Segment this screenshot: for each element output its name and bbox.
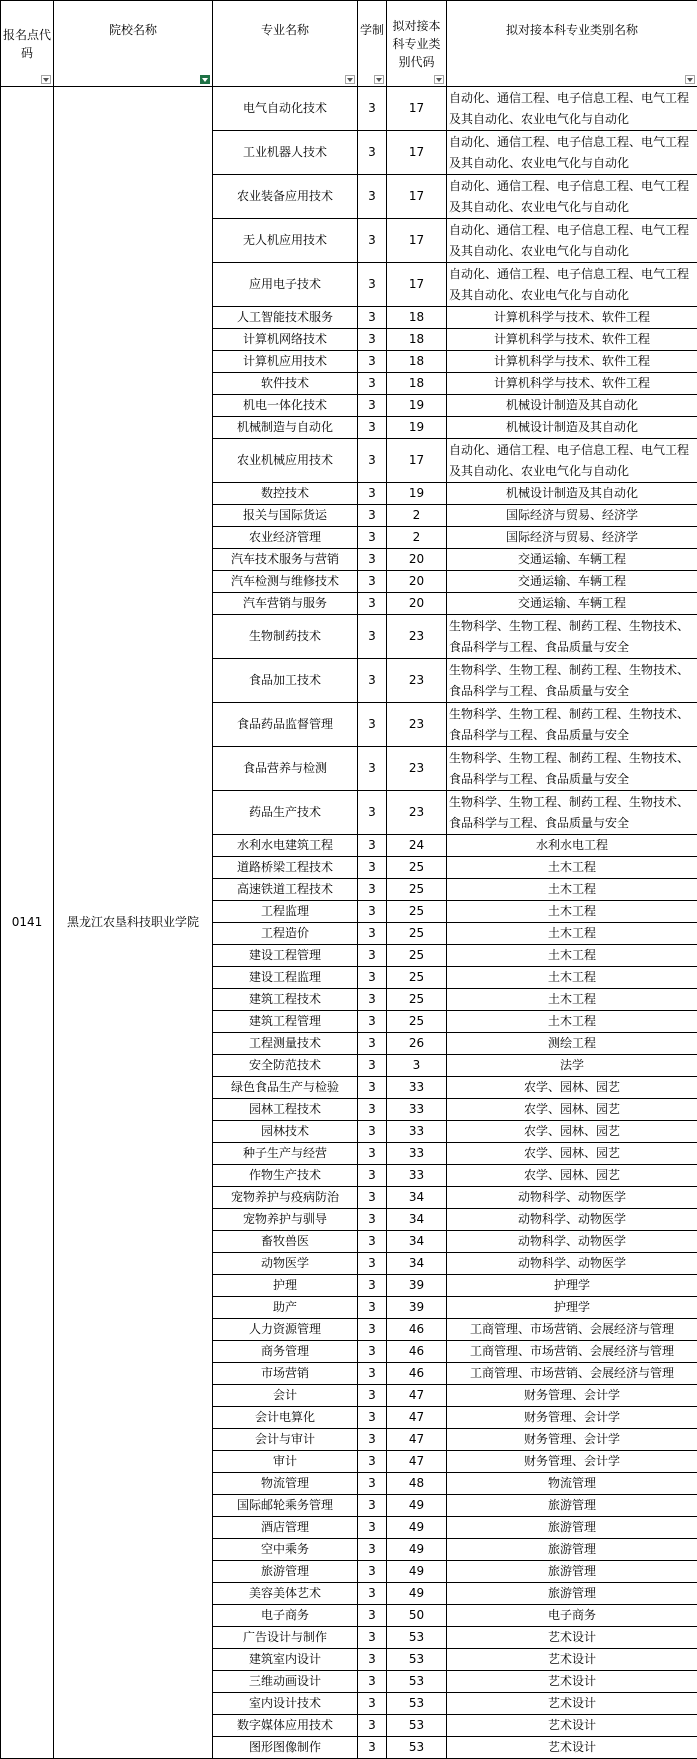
duration-cell[interactable]: 3 xyxy=(358,1055,387,1077)
major-name-cell[interactable]: 食品药品监督管理 xyxy=(213,703,358,747)
duration-cell[interactable]: 3 xyxy=(358,1011,387,1033)
category-code-cell[interactable]: 19 xyxy=(387,483,447,505)
major-name-cell[interactable]: 广告设计与制作 xyxy=(213,1627,358,1649)
category-code-cell[interactable]: 33 xyxy=(387,1143,447,1165)
category-name-cell[interactable]: 生物科学、生物工程、制药工程、生物技术、食品科学与工程、食品质量与安全 xyxy=(447,615,697,659)
category-name-cell[interactable]: 交通运输、车辆工程 xyxy=(447,549,697,571)
category-code-cell[interactable]: 25 xyxy=(387,945,447,967)
major-name-cell[interactable]: 安全防范技术 xyxy=(213,1055,358,1077)
category-name-cell[interactable]: 动物科学、动物医学 xyxy=(447,1253,697,1275)
category-code-cell[interactable]: 17 xyxy=(387,439,447,483)
major-name-cell[interactable]: 道路桥梁工程技术 xyxy=(213,857,358,879)
filter-dropdown-icon[interactable] xyxy=(685,75,695,84)
category-name-cell[interactable]: 旅游管理 xyxy=(447,1583,697,1605)
duration-cell[interactable]: 3 xyxy=(358,1627,387,1649)
category-name-cell[interactable]: 机械设计制造及其自动化 xyxy=(447,395,697,417)
table-row xyxy=(1,87,697,131)
major-name-cell[interactable]: 机电一体化技术 xyxy=(213,395,358,417)
duration-cell[interactable]: 3 xyxy=(358,1231,387,1253)
header-row xyxy=(1,1,697,87)
category-code-cell[interactable]: 18 xyxy=(387,373,447,395)
major-name-cell[interactable]: 园林工程技术 xyxy=(213,1099,358,1121)
category-code-cell[interactable]: 53 xyxy=(387,1693,447,1715)
major-name-cell[interactable]: 会计电算化 xyxy=(213,1407,358,1429)
duration-cell[interactable]: 3 xyxy=(358,615,387,659)
category-code-cell[interactable]: 53 xyxy=(387,1715,447,1737)
major-name-cell[interactable]: 报关与国际货运 xyxy=(213,505,358,527)
category-code-cell[interactable]: 26 xyxy=(387,1033,447,1055)
category-name-cell[interactable]: 国际经济与贸易、经济学 xyxy=(447,505,697,527)
duration-cell[interactable]: 3 xyxy=(358,1715,387,1737)
major-name-cell[interactable]: 电子商务 xyxy=(213,1605,358,1627)
duration-cell[interactable]: 3 xyxy=(358,879,387,901)
major-name-cell[interactable]: 软件技术 xyxy=(213,373,358,395)
category-code-cell[interactable]: 23 xyxy=(387,703,447,747)
category-code-cell[interactable]: 53 xyxy=(387,1627,447,1649)
major-name-cell[interactable]: 空中乘务 xyxy=(213,1539,358,1561)
category-name-cell[interactable]: 计算机科学与技术、软件工程 xyxy=(447,373,697,395)
major-name-cell[interactable]: 畜牧兽医 xyxy=(213,1231,358,1253)
category-name-cell[interactable]: 艺术设计 xyxy=(447,1671,697,1693)
category-name-cell[interactable]: 自动化、通信工程、电子信息工程、电气工程及其自动化、农业电气化与自动化 xyxy=(447,87,697,131)
major-name-cell[interactable]: 园林技术 xyxy=(213,1121,358,1143)
duration-cell[interactable]: 3 xyxy=(358,505,387,527)
category-code-cell[interactable]: 2 xyxy=(387,527,447,549)
category-code-cell[interactable]: 23 xyxy=(387,615,447,659)
category-code-cell[interactable]: 47 xyxy=(387,1407,447,1429)
duration-cell[interactable]: 3 xyxy=(358,175,387,219)
category-code-cell[interactable]: 46 xyxy=(387,1319,447,1341)
category-name-cell[interactable]: 计算机科学与技术、软件工程 xyxy=(447,329,697,351)
category-code-cell[interactable]: 46 xyxy=(387,1341,447,1363)
category-code-cell[interactable]: 20 xyxy=(387,549,447,571)
category-code-cell[interactable]: 47 xyxy=(387,1385,447,1407)
category-code-cell[interactable]: 18 xyxy=(387,329,447,351)
category-name-cell[interactable]: 艺术设计 xyxy=(447,1737,697,1759)
category-name-cell[interactable]: 工商管理、市场营销、会展经济与管理 xyxy=(447,1363,697,1385)
category-name-cell[interactable]: 国际经济与贸易、经济学 xyxy=(447,527,697,549)
duration-cell[interactable]: 3 xyxy=(358,219,387,263)
major-name-cell[interactable]: 三维动画设计 xyxy=(213,1671,358,1693)
category-code-cell[interactable]: 33 xyxy=(387,1165,447,1187)
header-category-code: 拟对接本科专业类别代码 xyxy=(387,1,447,87)
duration-cell[interactable]: 3 xyxy=(358,1407,387,1429)
duration-cell[interactable]: 3 xyxy=(358,1737,387,1759)
major-name-cell[interactable]: 人力资源管理 xyxy=(213,1319,358,1341)
duration-cell[interactable]: 3 xyxy=(358,1165,387,1187)
duration-cell[interactable]: 3 xyxy=(358,1649,387,1671)
category-code-cell[interactable]: 17 xyxy=(387,175,447,219)
duration-cell[interactable]: 3 xyxy=(358,989,387,1011)
major-name-cell[interactable]: 审计 xyxy=(213,1451,358,1473)
duration-cell[interactable]: 3 xyxy=(358,263,387,307)
category-code-cell[interactable]: 25 xyxy=(387,967,447,989)
filter-dropdown-icon[interactable] xyxy=(41,75,51,84)
category-name-cell[interactable]: 生物科学、生物工程、制药工程、生物技术、食品科学与工程、食品质量与安全 xyxy=(447,703,697,747)
major-name-cell[interactable]: 酒店管理 xyxy=(213,1517,358,1539)
category-code-cell[interactable]: 50 xyxy=(387,1605,447,1627)
duration-cell[interactable]: 3 xyxy=(358,395,387,417)
duration-cell[interactable]: 3 xyxy=(358,439,387,483)
major-name-cell[interactable]: 高速铁道工程技术 xyxy=(213,879,358,901)
major-name-cell[interactable]: 室内设计技术 xyxy=(213,1693,358,1715)
duration-cell[interactable]: 3 xyxy=(358,373,387,395)
category-name-cell[interactable]: 土木工程 xyxy=(447,923,697,945)
category-name-cell[interactable]: 法学 xyxy=(447,1055,697,1077)
duration-cell[interactable]: 3 xyxy=(358,1319,387,1341)
duration-cell[interactable]: 3 xyxy=(358,1143,387,1165)
major-name-cell[interactable]: 会计与审计 xyxy=(213,1429,358,1451)
category-code-cell[interactable]: 47 xyxy=(387,1451,447,1473)
category-code-cell[interactable]: 53 xyxy=(387,1737,447,1759)
major-name-cell[interactable]: 建筑室内设计 xyxy=(213,1649,358,1671)
category-name-cell[interactable]: 生物科学、生物工程、制药工程、生物技术、食品科学与工程、食品质量与安全 xyxy=(447,659,697,703)
major-name-cell[interactable]: 数控技术 xyxy=(213,483,358,505)
major-name-cell[interactable]: 图形图像制作 xyxy=(213,1737,358,1759)
category-code-cell[interactable]: 33 xyxy=(387,1099,447,1121)
major-name-cell[interactable]: 国际邮轮乘务管理 xyxy=(213,1495,358,1517)
duration-cell[interactable]: 3 xyxy=(358,1275,387,1297)
major-name-cell[interactable]: 建筑工程管理 xyxy=(213,1011,358,1033)
duration-cell[interactable]: 3 xyxy=(358,1099,387,1121)
category-name-cell[interactable]: 生物科学、生物工程、制药工程、生物技术、食品科学与工程、食品质量与安全 xyxy=(447,791,697,835)
category-name-cell[interactable]: 工商管理、市场营销、会展经济与管理 xyxy=(447,1341,697,1363)
category-name-cell[interactable]: 农学、园林、园艺 xyxy=(447,1165,697,1187)
category-name-cell[interactable]: 土木工程 xyxy=(447,1011,697,1033)
category-code-cell[interactable]: 34 xyxy=(387,1231,447,1253)
duration-cell[interactable]: 3 xyxy=(358,527,387,549)
category-name-cell[interactable]: 动物科学、动物医学 xyxy=(447,1209,697,1231)
category-code-cell[interactable]: 25 xyxy=(387,879,447,901)
duration-cell[interactable]: 3 xyxy=(358,901,387,923)
duration-cell[interactable]: 3 xyxy=(358,351,387,373)
category-name-cell[interactable]: 农学、园林、园艺 xyxy=(447,1143,697,1165)
major-name-cell[interactable]: 数字媒体应用技术 xyxy=(213,1715,358,1737)
major-name-cell[interactable]: 生物制药技术 xyxy=(213,615,358,659)
major-name-cell[interactable]: 建设工程管理 xyxy=(213,945,358,967)
category-name-cell[interactable]: 旅游管理 xyxy=(447,1517,697,1539)
duration-cell[interactable]: 3 xyxy=(358,1473,387,1495)
major-name-cell[interactable]: 农业装备应用技术 xyxy=(213,175,358,219)
category-code-cell[interactable]: 25 xyxy=(387,1011,447,1033)
duration-cell[interactable]: 3 xyxy=(358,1583,387,1605)
header-major: 专业名称 xyxy=(213,1,358,87)
category-name-cell[interactable]: 工商管理、市场营销、会展经济与管理 xyxy=(447,1319,697,1341)
duration-cell[interactable]: 3 xyxy=(358,967,387,989)
category-name-cell[interactable]: 自动化、通信工程、电子信息工程、电气工程及其自动化、农业电气化与自动化 xyxy=(447,219,697,263)
category-code-cell[interactable]: 46 xyxy=(387,1363,447,1385)
header-school: 院校名称 xyxy=(54,1,213,87)
duration-cell[interactable]: 3 xyxy=(358,1495,387,1517)
major-name-cell[interactable]: 美容美体艺术 xyxy=(213,1583,358,1605)
header-category-name: 拟对接本科专业类别名称 xyxy=(447,1,697,87)
duration-cell[interactable]: 3 xyxy=(358,307,387,329)
category-code-cell[interactable]: 48 xyxy=(387,1473,447,1495)
duration-cell[interactable]: 3 xyxy=(358,417,387,439)
category-code-cell[interactable]: 23 xyxy=(387,659,447,703)
major-name-cell[interactable]: 应用电子技术 xyxy=(213,263,358,307)
duration-cell[interactable]: 3 xyxy=(358,549,387,571)
category-name-cell[interactable]: 艺术设计 xyxy=(447,1693,697,1715)
major-name-cell[interactable]: 水利水电建筑工程 xyxy=(213,835,358,857)
category-code-cell[interactable]: 47 xyxy=(387,1429,447,1451)
major-name-cell[interactable]: 电气自动化技术 xyxy=(213,87,358,131)
category-code-cell[interactable]: 17 xyxy=(387,219,447,263)
category-name-cell[interactable]: 旅游管理 xyxy=(447,1539,697,1561)
category-code-cell[interactable]: 49 xyxy=(387,1517,447,1539)
category-code-cell[interactable]: 34 xyxy=(387,1187,447,1209)
category-name-cell[interactable]: 土木工程 xyxy=(447,967,697,989)
category-code-cell[interactable]: 53 xyxy=(387,1649,447,1671)
category-name-cell[interactable]: 土木工程 xyxy=(447,879,697,901)
duration-cell[interactable]: 3 xyxy=(358,1077,387,1099)
major-name-cell[interactable]: 汽车技术服务与营销 xyxy=(213,549,358,571)
category-code-cell[interactable]: 2 xyxy=(387,505,447,527)
category-code-cell[interactable]: 20 xyxy=(387,571,447,593)
duration-cell[interactable]: 3 xyxy=(358,1385,387,1407)
category-code-cell[interactable]: 49 xyxy=(387,1495,447,1517)
major-name-cell[interactable]: 宠物养护与驯导 xyxy=(213,1209,358,1231)
major-name-cell[interactable]: 计算机应用技术 xyxy=(213,351,358,373)
major-name-cell[interactable]: 旅游管理 xyxy=(213,1561,358,1583)
duration-cell[interactable]: 3 xyxy=(358,1121,387,1143)
major-name-cell[interactable]: 农业经济管理 xyxy=(213,527,358,549)
major-name-cell[interactable]: 商务管理 xyxy=(213,1341,358,1363)
category-name-cell[interactable]: 电子商务 xyxy=(447,1605,697,1627)
category-code-cell[interactable]: 49 xyxy=(387,1561,447,1583)
header-duration: 学制 xyxy=(358,1,387,87)
category-name-cell[interactable]: 艺术设计 xyxy=(447,1649,697,1671)
category-name-cell[interactable]: 机械设计制造及其自动化 xyxy=(447,417,697,439)
category-name-cell[interactable]: 交通运输、车辆工程 xyxy=(447,571,697,593)
major-name-cell[interactable]: 绿色食品生产与检验 xyxy=(213,1077,358,1099)
duration-cell[interactable]: 3 xyxy=(358,1451,387,1473)
duration-cell[interactable]: 3 xyxy=(358,857,387,879)
duration-cell[interactable]: 3 xyxy=(358,1539,387,1561)
duration-cell[interactable]: 3 xyxy=(358,659,387,703)
duration-cell[interactable]: 3 xyxy=(358,945,387,967)
major-name-cell[interactable]: 食品加工技术 xyxy=(213,659,358,703)
category-name-cell[interactable]: 土木工程 xyxy=(447,989,697,1011)
category-code-cell[interactable]: 33 xyxy=(387,1077,447,1099)
filter-active-icon[interactable] xyxy=(200,75,210,84)
major-name-cell[interactable]: 食品营养与检测 xyxy=(213,747,358,791)
major-name-cell[interactable]: 工程造价 xyxy=(213,923,358,945)
category-name-cell[interactable]: 土木工程 xyxy=(447,901,697,923)
major-name-cell[interactable]: 工业机器人技术 xyxy=(213,131,358,175)
duration-cell[interactable]: 3 xyxy=(358,835,387,857)
major-name-cell[interactable]: 建筑工程技术 xyxy=(213,989,358,1011)
category-name-cell[interactable]: 财务管理、会计学 xyxy=(447,1407,697,1429)
category-name-cell[interactable]: 自动化、通信工程、电子信息工程、电气工程及其自动化、农业电气化与自动化 xyxy=(447,263,697,307)
category-code-cell[interactable]: 34 xyxy=(387,1253,447,1275)
duration-cell[interactable]: 3 xyxy=(358,1187,387,1209)
duration-cell[interactable]: 3 xyxy=(358,923,387,945)
category-name-cell[interactable]: 自动化、通信工程、电子信息工程、电气工程及其自动化、农业电气化与自动化 xyxy=(447,131,697,175)
duration-cell[interactable]: 3 xyxy=(358,131,387,175)
category-name-cell[interactable]: 测绘工程 xyxy=(447,1033,697,1055)
major-name-cell[interactable]: 无人机应用技术 xyxy=(213,219,358,263)
category-name-cell[interactable]: 动物科学、动物医学 xyxy=(447,1187,697,1209)
category-code-cell[interactable]: 53 xyxy=(387,1671,447,1693)
category-code-cell[interactable]: 33 xyxy=(387,1121,447,1143)
filter-dropdown-icon[interactable] xyxy=(374,75,384,84)
category-code-cell[interactable]: 17 xyxy=(387,87,447,131)
category-name-cell[interactable]: 财务管理、会计学 xyxy=(447,1385,697,1407)
duration-cell[interactable]: 3 xyxy=(358,703,387,747)
major-name-cell[interactable]: 农业机械应用技术 xyxy=(213,439,358,483)
category-code-cell[interactable]: 23 xyxy=(387,791,447,835)
duration-cell[interactable]: 3 xyxy=(358,87,387,131)
filter-dropdown-icon[interactable] xyxy=(345,75,355,84)
category-name-cell[interactable]: 生物科学、生物工程、制药工程、生物技术、食品科学与工程、食品质量与安全 xyxy=(447,747,697,791)
category-code-cell[interactable]: 17 xyxy=(387,263,447,307)
duration-cell[interactable]: 3 xyxy=(358,1517,387,1539)
category-code-cell[interactable]: 49 xyxy=(387,1539,447,1561)
category-name-cell[interactable]: 物流管理 xyxy=(447,1473,697,1495)
duration-cell[interactable]: 3 xyxy=(358,1693,387,1715)
duration-cell[interactable]: 3 xyxy=(358,747,387,791)
major-name-cell[interactable]: 汽车营销与服务 xyxy=(213,593,358,615)
major-name-cell[interactable]: 计算机网络技术 xyxy=(213,329,358,351)
major-name-cell[interactable]: 助产 xyxy=(213,1297,358,1319)
category-name-cell[interactable]: 土木工程 xyxy=(447,857,697,879)
category-code-cell[interactable]: 25 xyxy=(387,989,447,1011)
duration-cell[interactable]: 3 xyxy=(358,483,387,505)
major-name-cell[interactable]: 动物医学 xyxy=(213,1253,358,1275)
category-name-cell[interactable]: 动物科学、动物医学 xyxy=(447,1231,697,1253)
category-code-cell[interactable]: 25 xyxy=(387,857,447,879)
major-name-cell[interactable]: 工程测量技术 xyxy=(213,1033,358,1055)
category-code-cell[interactable]: 17 xyxy=(387,131,447,175)
category-name-cell[interactable]: 计算机科学与技术、软件工程 xyxy=(447,351,697,373)
duration-cell[interactable]: 3 xyxy=(358,791,387,835)
category-code-cell[interactable]: 19 xyxy=(387,395,447,417)
major-name-cell[interactable]: 药品生产技术 xyxy=(213,791,358,835)
major-name-cell[interactable]: 护理 xyxy=(213,1275,358,1297)
category-code-cell[interactable]: 39 xyxy=(387,1275,447,1297)
category-code-cell[interactable]: 39 xyxy=(387,1297,447,1319)
category-name-cell[interactable]: 艺术设计 xyxy=(447,1715,697,1737)
category-name-cell[interactable]: 农学、园林、园艺 xyxy=(447,1077,697,1099)
category-code-cell[interactable]: 18 xyxy=(387,307,447,329)
category-name-cell[interactable]: 机械设计制造及其自动化 xyxy=(447,483,697,505)
major-name-cell[interactable]: 汽车检测与维修技术 xyxy=(213,571,358,593)
category-name-cell[interactable]: 旅游管理 xyxy=(447,1561,697,1583)
major-name-cell[interactable]: 市场营销 xyxy=(213,1363,358,1385)
category-name-cell[interactable]: 护理学 xyxy=(447,1275,697,1297)
category-name-cell[interactable]: 农学、园林、园艺 xyxy=(447,1099,697,1121)
school-code-cell[interactable]: 0141 xyxy=(1,87,54,1759)
category-code-cell[interactable]: 3 xyxy=(387,1055,447,1077)
major-name-cell[interactable]: 人工智能技术服务 xyxy=(213,307,358,329)
category-name-cell[interactable]: 护理学 xyxy=(447,1297,697,1319)
category-name-cell[interactable]: 交通运输、车辆工程 xyxy=(447,593,697,615)
duration-cell[interactable]: 3 xyxy=(358,571,387,593)
duration-cell[interactable]: 3 xyxy=(358,1341,387,1363)
category-name-cell[interactable]: 财务管理、会计学 xyxy=(447,1451,697,1473)
category-name-cell[interactable]: 财务管理、会计学 xyxy=(447,1429,697,1451)
category-code-cell[interactable]: 24 xyxy=(387,835,447,857)
category-code-cell[interactable]: 25 xyxy=(387,901,447,923)
duration-cell[interactable]: 3 xyxy=(358,1363,387,1385)
category-code-cell[interactable]: 19 xyxy=(387,417,447,439)
duration-cell[interactable]: 3 xyxy=(358,1561,387,1583)
category-name-cell[interactable]: 自动化、通信工程、电子信息工程、电气工程及其自动化、农业电气化与自动化 xyxy=(447,439,697,483)
school-name-cell[interactable]: 黑龙江农垦科技职业学院 xyxy=(54,87,213,1759)
category-name-cell[interactable]: 旅游管理 xyxy=(447,1495,697,1517)
duration-cell[interactable]: 3 xyxy=(358,329,387,351)
duration-cell[interactable]: 3 xyxy=(358,1605,387,1627)
category-code-cell[interactable]: 23 xyxy=(387,747,447,791)
category-code-cell[interactable]: 34 xyxy=(387,1209,447,1231)
duration-cell[interactable]: 3 xyxy=(358,1253,387,1275)
duration-cell[interactable]: 3 xyxy=(358,1671,387,1693)
category-name-cell[interactable]: 艺术设计 xyxy=(447,1627,697,1649)
category-name-cell[interactable]: 计算机科学与技术、软件工程 xyxy=(447,307,697,329)
major-name-cell[interactable]: 机械制造与自动化 xyxy=(213,417,358,439)
duration-cell[interactable]: 3 xyxy=(358,1429,387,1451)
duration-cell[interactable]: 3 xyxy=(358,1033,387,1055)
category-code-cell[interactable]: 20 xyxy=(387,593,447,615)
major-name-cell[interactable]: 种子生产与经营 xyxy=(213,1143,358,1165)
duration-cell[interactable]: 3 xyxy=(358,1297,387,1319)
filter-dropdown-icon[interactable] xyxy=(434,75,444,84)
category-code-cell[interactable]: 18 xyxy=(387,351,447,373)
header-code: 报名点代码 xyxy=(1,1,54,87)
major-name-cell[interactable]: 物流管理 xyxy=(213,1473,358,1495)
major-name-cell[interactable]: 建设工程监理 xyxy=(213,967,358,989)
major-name-cell[interactable]: 会计 xyxy=(213,1385,358,1407)
category-code-cell[interactable]: 25 xyxy=(387,923,447,945)
category-name-cell[interactable]: 农学、园林、园艺 xyxy=(447,1121,697,1143)
major-name-cell[interactable]: 宠物养护与疫病防治 xyxy=(213,1187,358,1209)
category-code-cell[interactable]: 49 xyxy=(387,1583,447,1605)
category-name-cell[interactable]: 土木工程 xyxy=(447,945,697,967)
duration-cell[interactable]: 3 xyxy=(358,593,387,615)
category-name-cell[interactable]: 水利水电工程 xyxy=(447,835,697,857)
category-name-cell[interactable]: 自动化、通信工程、电子信息工程、电气工程及其自动化、农业电气化与自动化 xyxy=(447,175,697,219)
major-name-cell[interactable]: 作物生产技术 xyxy=(213,1165,358,1187)
major-name-cell[interactable]: 工程监理 xyxy=(213,901,358,923)
duration-cell[interactable]: 3 xyxy=(358,1209,387,1231)
